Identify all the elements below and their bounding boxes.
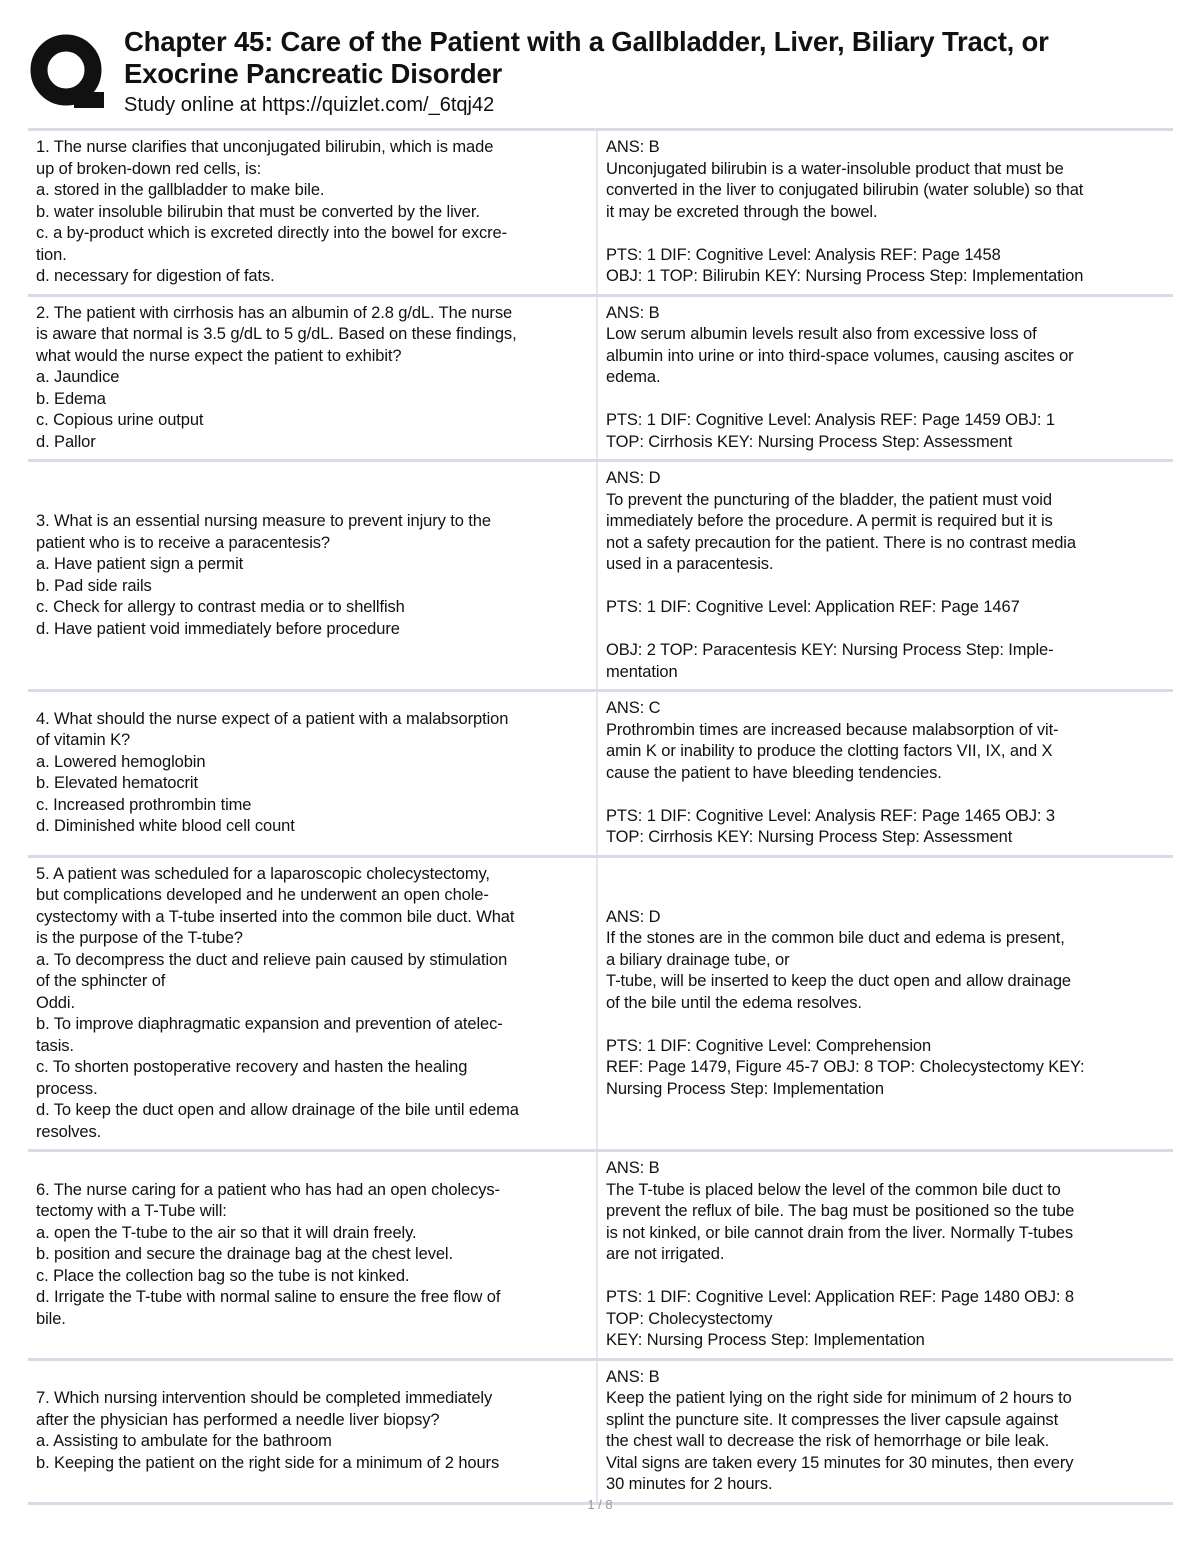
answer-line: the chest wall to decrease the risk of hemorrhage or bile leak. <box>606 1432 1050 1450</box>
answer-line: a biliary drainage tube, or <box>606 950 790 969</box>
study-online-link[interactable]: Study online at https://quizlet.com/_6tqj42 <box>124 94 495 116</box>
question-line: c. Place the collection bag so the tube is not kinked. <box>36 1266 410 1285</box>
answer-line: mentation <box>606 662 678 681</box>
answer-line: ANS: D <box>606 469 661 487</box>
answer-line: of the bile until the edema resolves. <box>606 993 862 1012</box>
question-line: what would the nurse expect the patient to exhibit? <box>36 346 402 365</box>
question-cell <box>28 462 596 689</box>
question-line: d. To keep the duct open and allow drainage of the bile until edema <box>36 1101 519 1119</box>
answer-line <box>606 223 1169 245</box>
answer-cell <box>596 462 1173 689</box>
question-line: 3. What is an essential nursing measure to prevent injury to the <box>36 512 491 530</box>
answer-line: PTS: 1 DIF: Cognitive Level: Comprehension <box>606 1036 932 1055</box>
answer-cell <box>596 858 1173 1150</box>
title-line: Chapter 45: Care of the Patient with a Gallbladder, Liver, Biliary Tract, or <box>124 26 1049 57</box>
question-line: after the physician has performed a needle liver biopsy? <box>36 1410 440 1429</box>
answer-line: 30 minutes for 2 hours. <box>606 1475 773 1493</box>
answer-line: The T-tube is placed below the level of the common bile duct to <box>606 1180 1061 1199</box>
question-cell <box>28 131 596 294</box>
answer-line: edema. <box>606 368 661 386</box>
question-line: a. To decompress the duct and relieve pain caused by stimulation <box>36 950 508 969</box>
answer-line: immediately before the procedure. A permit is required but it is <box>606 512 1053 530</box>
answer-line: PTS: 1 DIF: Cognitive Level: Analysis REF: Page 1458 <box>606 245 1001 264</box>
answer-line: cause the patient to have bleeding tendencies. <box>606 763 942 782</box>
answer-line: ANS: B <box>606 138 660 156</box>
question-line: of the sphincter of <box>36 972 166 990</box>
question-line: bile. <box>36 1309 66 1328</box>
question-line: is aware that normal is 3.5 g/dL to 5 g/dL. Based on these findings, <box>36 325 517 343</box>
question-line: c. a by-product which is excreted directly into the bowel for excre- <box>36 224 507 242</box>
question-line: a. Have patient sign a permit <box>36 555 244 573</box>
question-line: a. open the T-tube to the air so that it will drain freely. <box>36 1223 417 1242</box>
title-line: Exocrine Pancreatic Disorder <box>124 58 503 89</box>
answer-cell <box>596 1152 1173 1358</box>
answer-line <box>606 1014 1169 1036</box>
answer-line: it may be excreted through the bowel. <box>606 202 878 221</box>
answer-line: not a safety precaution for the patient. There is no contrast media <box>606 533 1076 552</box>
answer-line: Vital signs are taken every 15 minutes for 30 minutes, then every <box>606 1453 1074 1472</box>
qa-row <box>28 462 1173 692</box>
question-line: up of broken-down red cells, is: <box>36 159 262 178</box>
page-title <box>124 26 1188 90</box>
answer-line: splint the puncture site. It compresses the liver capsule against <box>606 1410 1059 1429</box>
answer-line: are not irrigated. <box>606 1245 725 1263</box>
qa-row <box>28 692 1173 858</box>
question-line: 7. Which nursing intervention should be completed immediately <box>36 1389 493 1407</box>
answer-line: OBJ: 2 TOP: Paracentesis KEY: Nursing Process Step: Imple- <box>606 641 1054 659</box>
answer-line: TOP: Cholecystectomy <box>606 1309 773 1328</box>
question-line: a. stored in the gallbladder to make bile. <box>36 181 325 199</box>
answer-line <box>606 576 1169 598</box>
question-line: a. Lowered hemoglobin <box>36 752 206 771</box>
answer-line: PTS: 1 DIF: Cognitive Level: Analysis REF: Page 1459 OBJ: 1 <box>606 411 1055 429</box>
qa-row <box>28 131 1173 297</box>
answer-line: Prothrombin times are increased because malabsorption of vit- <box>606 720 1059 739</box>
question-line: d. Have patient void immediately before procedure <box>36 619 400 638</box>
answer-line: PTS: 1 DIF: Cognitive Level: Application REF: Page 1467 <box>606 598 1020 616</box>
answer-cell <box>596 1361 1173 1502</box>
qa-row <box>28 858 1173 1153</box>
title-block <box>124 26 1188 118</box>
question-line: b. Edema <box>36 389 106 408</box>
question-line: b. position and secure the drainage bag at the chest level. <box>36 1245 453 1263</box>
answer-line: albumin into urine or into third-space volumes, causing ascites or <box>606 346 1074 365</box>
question-line: d. necessary for digestion of fats. <box>36 267 275 285</box>
answer-line <box>606 784 1169 806</box>
answer-line: ANS: B <box>606 303 660 322</box>
question-line: d. Diminished white blood cell count <box>36 817 295 836</box>
answer-line: REF: Page 1479, Figure 45-7 OBJ: 8 TOP: Cholecystectomy KEY: <box>606 1058 1085 1076</box>
answer-line: ANS: D <box>606 907 661 926</box>
question-line: but complications developed and he underwent an open chole- <box>36 886 489 904</box>
question-line: d. Pallor <box>36 432 96 451</box>
answer-cell <box>596 692 1173 855</box>
answer-line: Unconjugated bilirubin is a water-insoluble product that must be <box>606 159 1064 178</box>
answer-line <box>606 1266 1169 1288</box>
question-cell <box>28 1361 596 1502</box>
question-line: Oddi. <box>36 993 75 1012</box>
question-line: patient who is to receive a paracentesis? <box>36 533 330 552</box>
answer-line: Low serum albumin levels result also from excessive loss of <box>606 325 1037 343</box>
qa-row <box>28 1361 1173 1505</box>
question-line: 1. The nurse clarifies that unconjugated bilirubin, which is made <box>36 138 494 156</box>
answer-line: OBJ: 1 TOP: Bilirubin KEY: Nursing Process Step: Implementation <box>606 267 1084 285</box>
answer-line <box>606 619 1169 641</box>
answer-line: If the stones are in the common bile duct and edema is present, <box>606 929 1065 947</box>
answer-line: amin K or inability to produce the clotting factors VII, IX, and X <box>606 742 1053 760</box>
answer-line: ANS: B <box>606 1159 660 1177</box>
question-cell <box>28 297 596 460</box>
answer-line: TOP: Cirrhosis KEY: Nursing Process Step: Assessment <box>606 828 1013 846</box>
question-line: b. Keeping the patient on the right side for a minimum of 2 hours <box>36 1453 500 1472</box>
answer-line <box>606 389 1169 411</box>
answer-cell <box>596 297 1173 460</box>
qa-row <box>28 1152 1173 1361</box>
answer-line: used in a paracentesis. <box>606 555 774 573</box>
question-cell <box>28 1152 596 1358</box>
question-line: b. Pad side rails <box>36 576 152 595</box>
page-number: 1 / 8 <box>587 1497 613 1512</box>
question-line: 2. The patient with cirrhosis has an albumin of 2.8 g/dL. The nurse <box>36 303 513 322</box>
answer-line: To prevent the puncturing of the bladder, the patient must void <box>606 490 1052 509</box>
answer-line: PTS: 1 DIF: Cognitive Level: Application REF: Page 1480 OBJ: 8 <box>606 1288 1074 1306</box>
answer-line: PTS: 1 DIF: Cognitive Level: Analysis REF: Page 1465 OBJ: 3 <box>606 806 1055 825</box>
question-answer-table <box>28 128 1173 1505</box>
answer-cell <box>596 131 1173 294</box>
question-line: b. Elevated hematocrit <box>36 774 198 793</box>
answer-line: prevent the reflux of bile. The bag must be positioned so the tube <box>606 1202 1075 1220</box>
answer-line: T-tube, will be inserted to keep the duct open and allow drainage <box>606 972 1071 990</box>
question-line: c. Copious urine output <box>36 411 204 429</box>
question-cell <box>28 858 596 1150</box>
answer-line: KEY: Nursing Process Step: Implementation <box>606 1331 925 1349</box>
question-line: is the purpose of the T-tube? <box>36 929 243 947</box>
answer-line: ANS: C <box>606 699 661 717</box>
question-line: b. water insoluble bilirubin that must be converted by the liver. <box>36 202 480 221</box>
question-line: a. Assisting to ambulate for the bathroom <box>36 1432 332 1450</box>
question-line: c. To shorten postoperative recovery and hasten the healing <box>36 1058 468 1076</box>
question-line: 5. A patient was scheduled for a laparoscopic cholecystectomy, <box>36 864 490 883</box>
question-line: 6. The nurse caring for a patient who has had an open cholecys- <box>36 1180 500 1199</box>
answer-line: Keep the patient lying on the right side for minimum of 2 hours to <box>606 1389 1072 1407</box>
page-header <box>28 26 1188 126</box>
question-line: resolves. <box>36 1122 102 1141</box>
question-line: cystectomy with a T-tube inserted into the common bile duct. What <box>36 907 515 926</box>
question-line: 4. What should the nurse expect of a patient with a malabsorption <box>36 709 509 728</box>
answer-line: is not kinked, or bile cannot drain from the liver. Normally T-tubes <box>606 1223 1074 1242</box>
question-line: tasis. <box>36 1036 74 1055</box>
qa-row <box>28 297 1173 463</box>
answer-line: ANS: B <box>606 1367 660 1386</box>
question-line: a. Jaundice <box>36 368 120 386</box>
quizlet-q-logo-icon <box>30 34 106 110</box>
answer-line: Nursing Process Step: Implementation <box>606 1079 884 1098</box>
question-line: tion. <box>36 245 67 264</box>
question-line: c. Check for allergy to contrast media or to shellfish <box>36 598 405 616</box>
question-line: c. Increased prothrombin time <box>36 795 252 814</box>
question-line: tectomy with a T-Tube will: <box>36 1202 227 1220</box>
question-line: d. Irrigate the T-tube with normal saline to ensure the free flow of <box>36 1288 501 1306</box>
answer-line: TOP: Cirrhosis KEY: Nursing Process Step: Assessment <box>606 432 1013 451</box>
question-cell <box>28 692 596 855</box>
question-line: of vitamin K? <box>36 731 131 750</box>
question-line: process. <box>36 1079 98 1098</box>
answer-line: converted in the liver to conjugated bilirubin (water soluble) so that <box>606 181 1084 199</box>
question-line: b. To improve diaphragmatic expansion and prevention of atelec- <box>36 1015 503 1033</box>
